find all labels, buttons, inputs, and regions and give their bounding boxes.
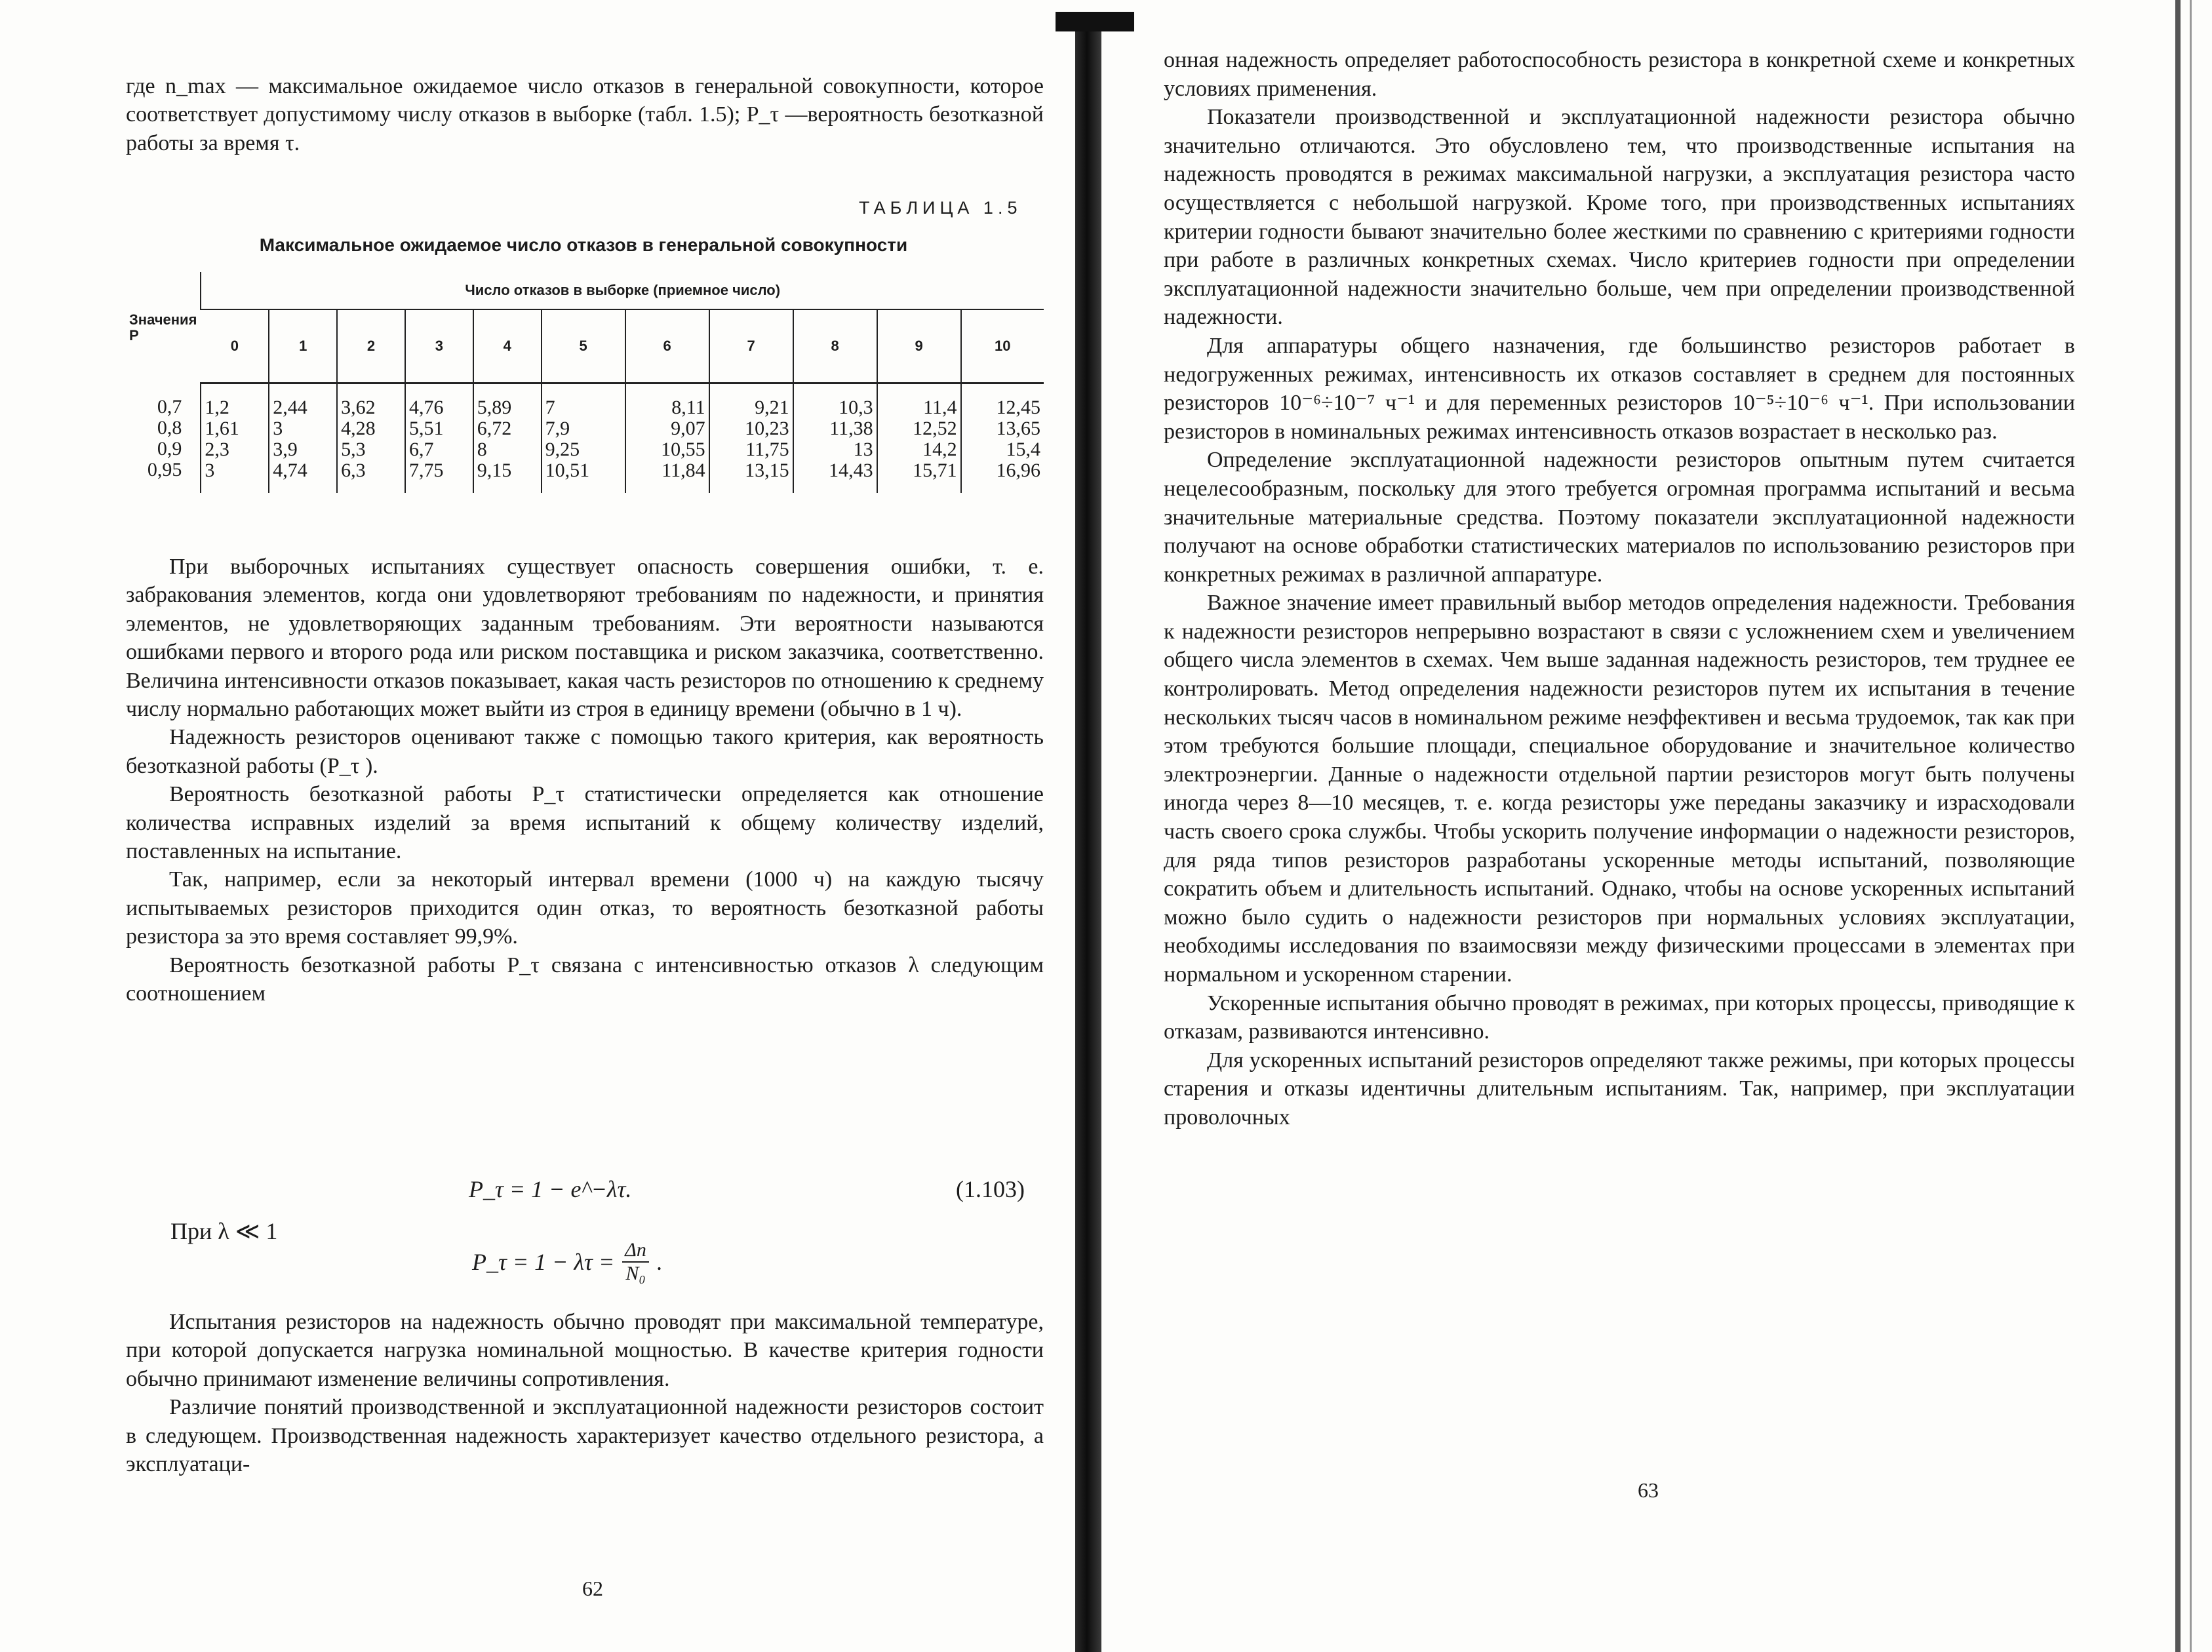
table-column-header: 8 (793, 309, 877, 384)
left-paragraph-5: Вероятность безотказной работы P_τ связана с интенсивностью отказов λ следующим соотношением (126, 953, 1044, 1006)
table-cell: 0,9 (157, 437, 182, 460)
formula-condition: При λ ≪ 1 (170, 1218, 278, 1244)
table-cell: 6,7 (408, 439, 434, 460)
page-number-left: 62 (582, 1577, 603, 1600)
table-column-cells (542, 384, 625, 494)
table-cell: 5,89 (477, 397, 512, 418)
left-paragraph-4: Так, например, если за некоторый интервал времени (1000 ч) на каждую тысячу испытываемых резисторов приходится один отказ, то вероятность безотказной работы резистора за это время составляет 99,9%. (126, 867, 1044, 949)
table-cell: 3,9 (273, 439, 298, 460)
right-paragraph-4: Определение эксплуатационной надежности резисторов опытным путем считается нецелесообразным, поскольку для этого требуется огромная программа испытаний и весьма значительные материальные средства. Поэтому показатели эксплуатационной надежности получают на основе обработки статистических материалов по использованию резисторов при конкретных режимах в различной аппаратуре. (1164, 448, 2075, 587)
left-body-block (126, 553, 1044, 1008)
table-cell: 6,72 (477, 418, 512, 439)
table-column-cells (625, 384, 709, 494)
table-cell: 6,3 (341, 460, 366, 481)
table-cell: 11,38 (829, 418, 873, 439)
table-column-header-row (126, 309, 1044, 384)
table-column-header: 1 (269, 309, 337, 384)
table-cell: 4,28 (341, 418, 376, 439)
table-column-header: 0 (201, 309, 269, 384)
table-cell: 8 (477, 439, 487, 460)
left-paragraph-1: При выборочных испытаниях существует опасность совершения ошибки, т. е. забракования элементов, когда они удовлетворяют требованиям по надежности, и принятия элементов, не удовлетворяющих заданным требованиям. Эти вероятности называются ошибками первого и второго рода или риском поставщика и риском заказчика, соответственно. Величина интенсивности отказов показывает, какая часть резисторов по отношению к среднему числу нормально работающих может выйти из строя в единицу времени (обычно в 1 ч). (126, 555, 1044, 722)
formula-fraction (622, 1239, 649, 1285)
table-cell: 16,96 (996, 460, 1040, 481)
table-cell: 13,65 (996, 418, 1040, 439)
table-cell: 0,7 (157, 395, 182, 418)
table-cell: 4,76 (408, 397, 444, 418)
table-cell: 7,75 (408, 460, 444, 481)
table-column-header: 5 (542, 309, 625, 384)
right-paragraph-2: Показатели производственной и эксплуатационной надежности резистора обычно значительно отличаются. Это обусловлено тем, что производственные испытания на надежность проводятся в режимах максимальной нагрузки, а эксплуатация резистора часто осуществляется с небольшой нагрузкой. Кроме того, при производственных испытаниях критерии годности бывают значительно более жесткими по сравнению с критериями годности при работе в различных конкретных схемах. Число критериев годности при определении эксплуатационной надежности значительно больше, чем при определении производственной надежности. (1164, 105, 2075, 330)
right-paragraph-7: Для ускоренных испытаний резисторов определяют также режимы, при которых процессы старения и отказы идентичны длительным испытаниям. Так, например, при эксплуатации проволочных (1164, 1048, 2075, 1130)
page-edge-thin (2190, 0, 2192, 1652)
table-group-header: Число отказов в выборке (приемное число) (201, 272, 1044, 309)
table-cell: 7 (545, 397, 555, 418)
table-cell: 14,2 (922, 439, 957, 460)
right-paragraph-1: онная надежность определяет работоспособность резистора в конкретной схеме и конкретных условиях применения. (1164, 48, 2075, 101)
formula-approx-tail: . (656, 1249, 663, 1275)
table-column-cells (269, 384, 337, 494)
table-column-header: 2 (337, 309, 405, 384)
table-cell: 10,3 (839, 397, 873, 418)
table-cell: 11,75 (745, 439, 789, 460)
table-cell: 3,62 (341, 397, 376, 418)
table-cell: 2,44 (273, 397, 307, 418)
table-cell: 10,23 (745, 418, 789, 439)
table-cell: 0,95 (147, 458, 182, 481)
right-paragraph-5: Важное значение имеет правильный выбор методов определения надежности. Требования к надежности резисторов непрерывно возрастают в связи с усложнением схем и увеличением общего числа элементов в схемах. Чем выше заданная надежность резисторов, тем труднее ее контролировать. Метод определения надежности резисторов путем их испытания в течение нескольких тысяч часов в номинальном режиме неэффективен и весьма трудоемок, так как при этом требуются большие площади, специальное оборудование и значительное количество электроэнергии. Данные о надежности отдельной партии резисторов могут быть получены иногда через 8—10 месяцев, т. е. когда резисторы уже переданы заказчику и израсходовали часть своего срока службы. Чтобы ускорить получение информации о надежности резисторов, для ряда типов резисторов разработаны ускоренные методы испытаний, позволяющие сократить объем и длительность испытаний. Однако, чтобы на основе ускоренных испытаний можно было судить о надежности резисторов при нормальных условиях эксплуатации, необходимы исследования по взаимосвязи между физическими процессами в элементах при нормальном и ускоренном старении. (1164, 591, 2075, 987)
formula-approx-lhs: P_τ = 1 − λτ = (472, 1249, 615, 1275)
left-intro-paragraph: где n_max — максимальное ожидаемое число отказов в генеральной совокупности, которое соответствует допустимому числу отказов в выборке (табл. 1.5); P_τ —вероятность безотказной работы за время τ. (126, 74, 1044, 155)
table-cell: 9,15 (477, 460, 512, 481)
table-cell: 1,61 (205, 418, 239, 439)
formula-number: (1.103) (956, 1176, 1025, 1202)
fraction-numerator: Δn (622, 1239, 649, 1263)
table-cell: 5,51 (408, 418, 444, 439)
table-column-cells (961, 384, 1044, 494)
table-column-cells (201, 384, 269, 494)
table-title: Максимальное ожидаемое число отказов в генеральной совокупности (259, 235, 908, 255)
table-cell: 9,25 (545, 439, 580, 460)
table-column-header: 6 (625, 309, 709, 384)
table-column-header: 10 (961, 309, 1044, 384)
table-cell: 3 (205, 460, 215, 481)
table-cell: 13,15 (745, 460, 789, 481)
table-cell: 9,07 (671, 418, 705, 439)
table-column-cells (877, 384, 961, 494)
table-column-header: 3 (405, 309, 473, 384)
table-cell: 3 (273, 418, 283, 439)
failures-table (126, 272, 1044, 493)
formula-approx (472, 1239, 663, 1285)
right-paragraph-3-e: . При использовании резисторов в номинальных режимах интенсивность отказов возрастает в несколько раз. (1164, 391, 2076, 444)
table-cell: 4,74 (273, 460, 307, 481)
page-edge (2175, 0, 2181, 1652)
table-cell: 2,3 (205, 439, 229, 460)
fraction-denominator: N₀ (625, 1263, 646, 1284)
table-label: ТАБЛИЦА 1.5 (859, 198, 1022, 218)
left-paragraph-2: Надежность резисторов оценивают также с помощью такого критерия, как вероятность безотказной работы (P_τ ). (126, 725, 1044, 778)
table-cell: 15,71 (913, 460, 957, 481)
left-intro-block (126, 72, 1044, 157)
left-paragraph-7: Различие понятий производственной и эксплуатационной надежности резисторов состоит в следующем. Производственная надежность характеризует качество отдельного резистора, а эксплуатаци- (126, 1395, 1044, 1477)
table-column-cells (337, 384, 405, 494)
table-cell: 1,2 (205, 397, 229, 418)
stub-header-text: Значения P (129, 311, 197, 344)
table-column-header: 7 (709, 309, 793, 384)
table-column-header: 4 (473, 309, 542, 384)
table-stub-header (126, 272, 201, 384)
table-cell: 5,3 (341, 439, 366, 460)
page-number-right: 63 (1638, 1478, 1659, 1502)
right-page-text (1164, 46, 2075, 1132)
table-column-cells (793, 384, 877, 494)
table-column-cells (405, 384, 473, 494)
table-cell: 0,8 (157, 416, 182, 439)
left-page (0, 0, 1075, 1652)
table-cell: 12,52 (913, 418, 957, 439)
right-paragraph-3-c: и для переменных резисторов (1415, 391, 1733, 416)
left-bottom-block (126, 1308, 1044, 1478)
table-cell: 7,9 (545, 418, 570, 439)
table-row (126, 384, 1044, 494)
table-cell: 10,55 (661, 439, 705, 460)
table-cell: 15,4 (1006, 439, 1040, 460)
table-column-cells (709, 384, 793, 494)
right-paragraph-3 (1164, 332, 2075, 446)
failure-rate-variable: 10⁻⁵÷10⁻⁶ ч⁻¹ (1732, 391, 1868, 416)
table-column-cells (473, 384, 542, 494)
table-cell-p-values (126, 384, 201, 494)
left-paragraph-6: Испытания резисторов на надежность обычно проводят при максимальной температуре, при которой допускается нагрузка номинальной мощностью. В качестве критерия годности обычно принимают изменение величины сопротивления. (126, 1310, 1044, 1391)
formula-1103: P_τ = 1 − e^−λτ. (469, 1176, 632, 1202)
table-cell: 13 (853, 439, 873, 460)
book-gutter (1075, 13, 1101, 1652)
table-cell: 10,51 (545, 460, 590, 481)
table-column-header: 9 (877, 309, 961, 384)
table-cell: 11,4 (923, 397, 957, 418)
right-paragraph-6: Ускоренные испытания обычно проводят в режимах, при которых процессы, приводящие к отказам, развиваются интенсивно. (1164, 991, 2075, 1044)
table-cell: 12,45 (996, 397, 1040, 418)
table-cell: 14,43 (829, 460, 873, 481)
right-paragraph-3-a: Для аппаратуры общего назначения, где большинство резисторов работает в недогруженных режимах, интенсивность их отказов составляет в среднем для постоянных резисторов (1164, 333, 2075, 416)
table-cell: 8,11 (671, 397, 705, 418)
table-cell: 9,21 (755, 397, 789, 418)
left-paragraph-3: Вероятность безотказной работы P_τ статистически определяется как отношение количества исправных изделий за время испытаний к общему количеству изделий, поставленных на испытание. (126, 782, 1044, 864)
table-cell: 11,84 (662, 460, 705, 481)
failure-rate-fixed: 10⁻⁶÷10⁻⁷ ч⁻¹ (1279, 391, 1415, 416)
